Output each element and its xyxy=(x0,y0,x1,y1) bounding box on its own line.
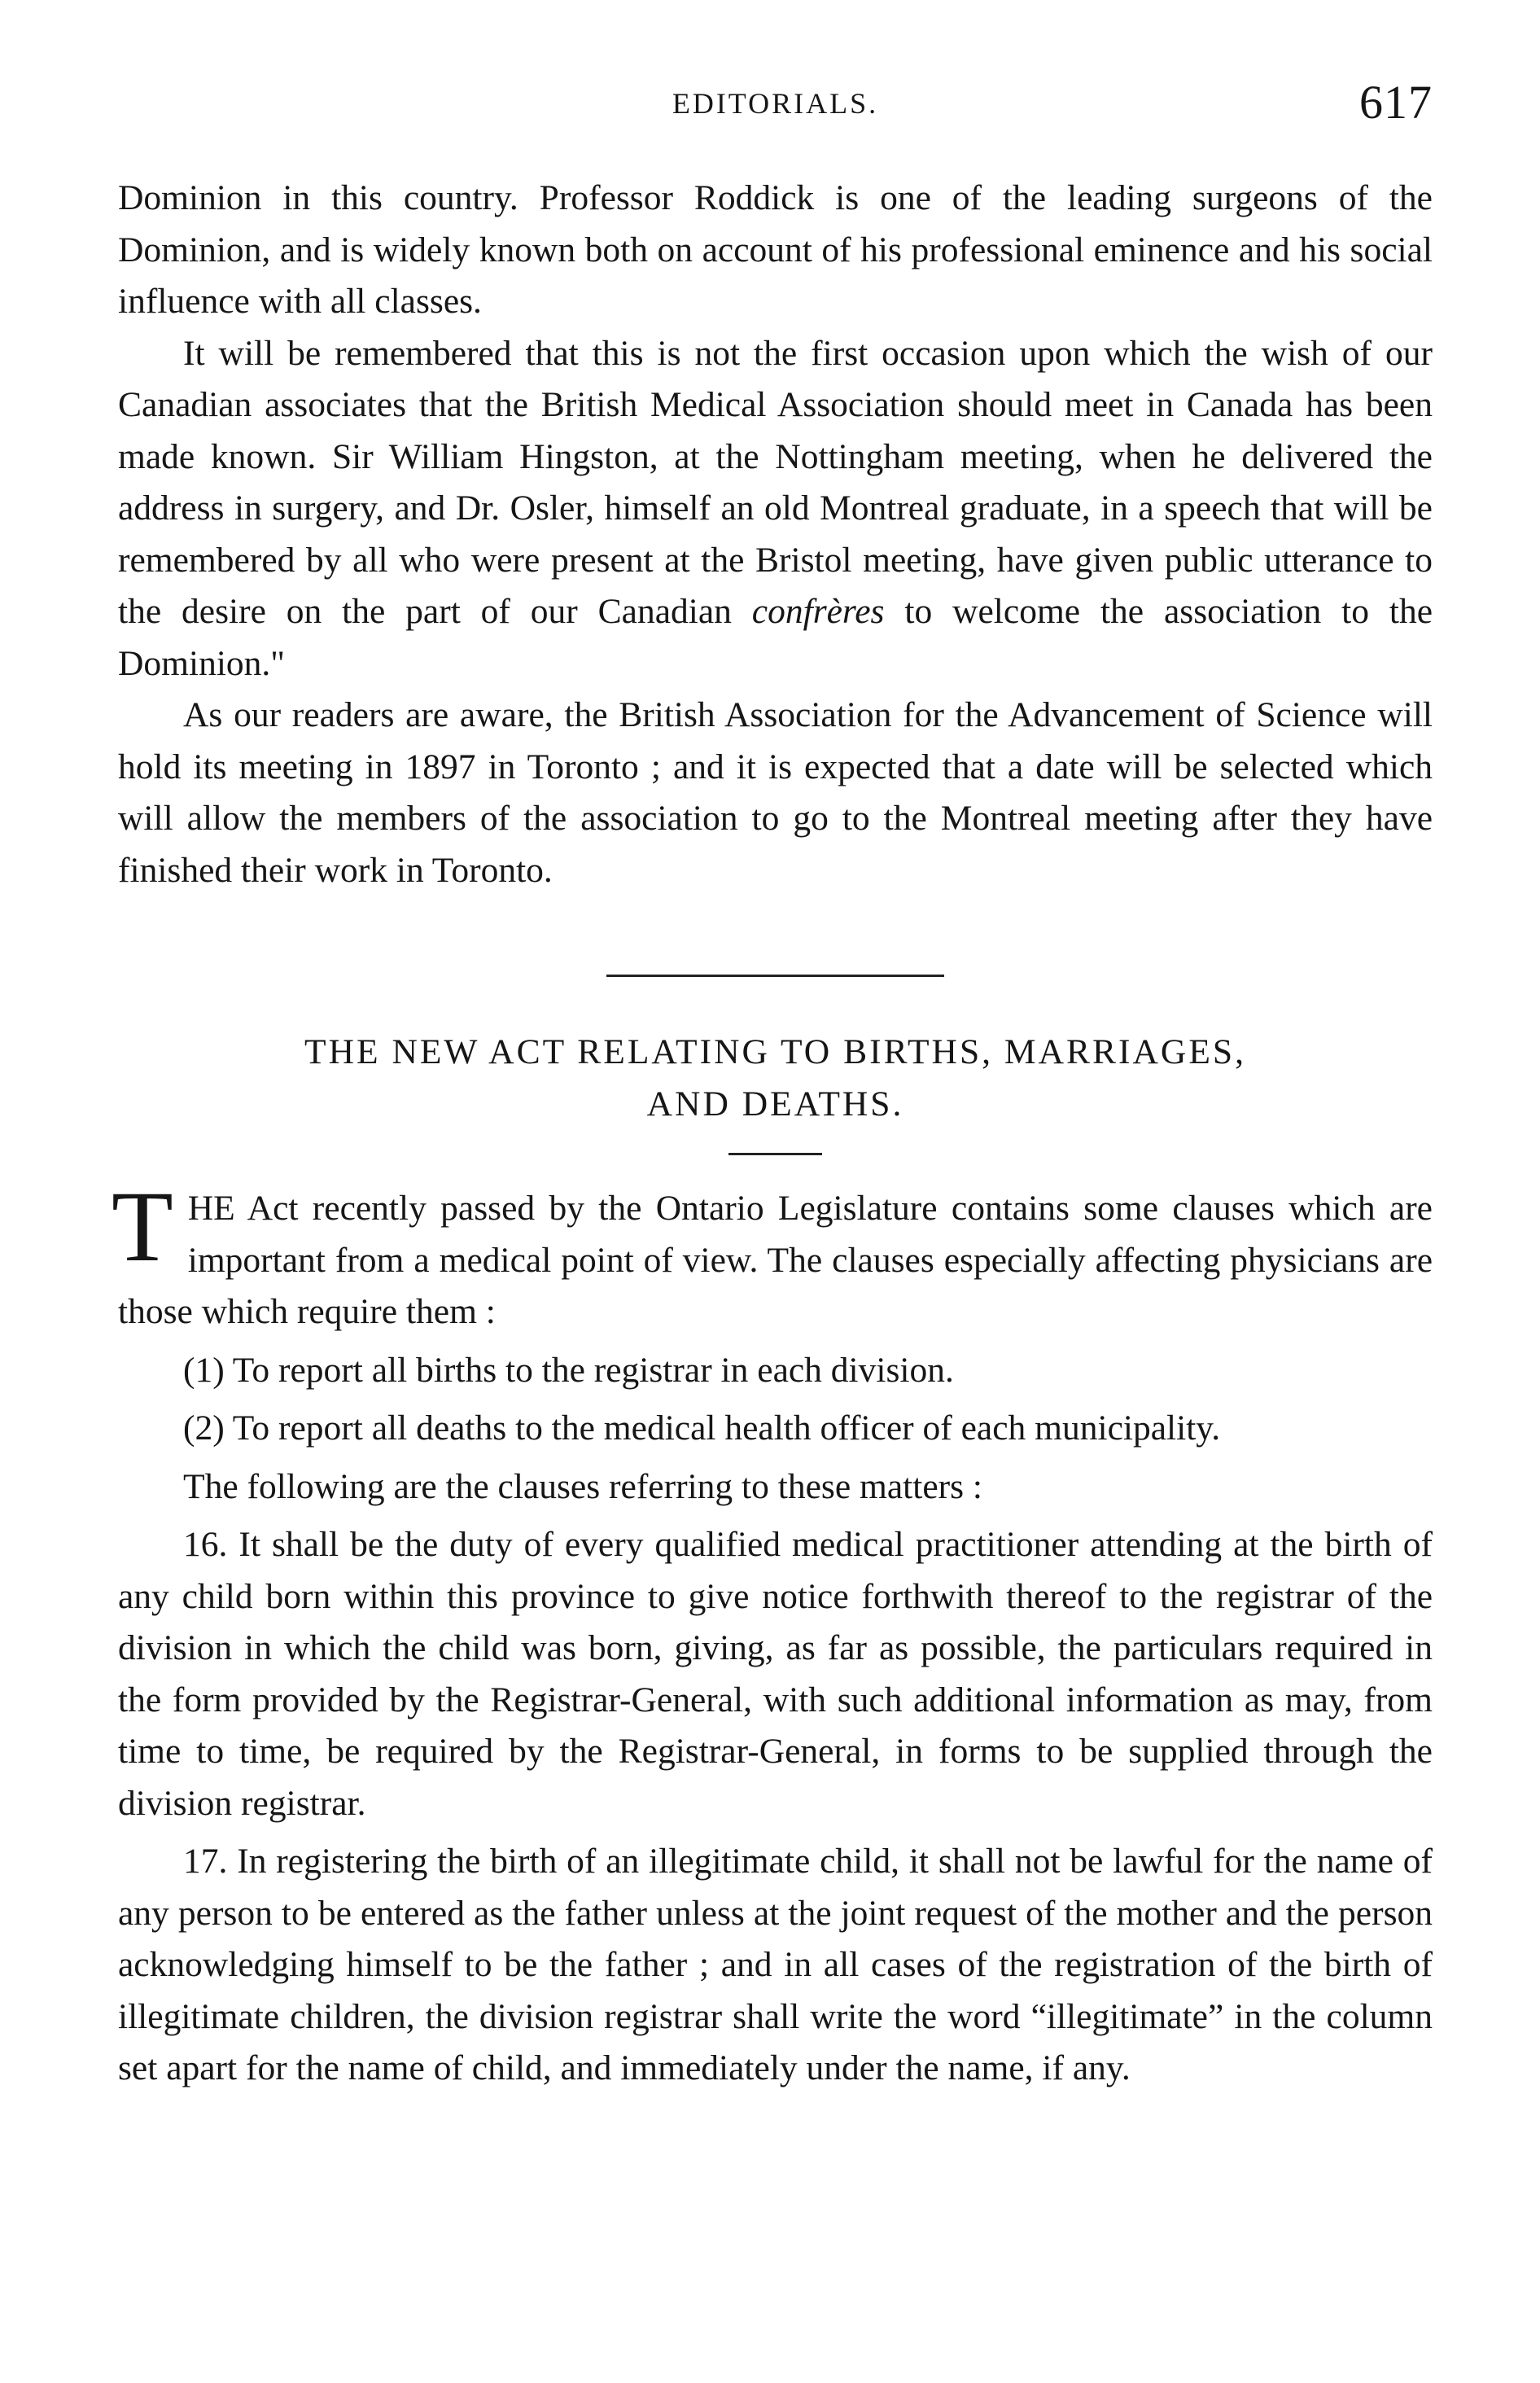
drop-cap: T xyxy=(112,1171,173,1282)
clause-16: 16. It shall be the duty of every qualified medical practitioner attending at the birth of any child born within this province to give notice forthwith thereof to the registrar of the division in which the child was born, giving, as far as possible, the particulars required in the form provided by the Registrar-General, with such additional information as may, from time to time, be required by the Registrar-General, in forms to be supplied through the division registrar. xyxy=(118,1525,1433,1823)
running-head xyxy=(118,75,1433,148)
paragraph-text: It will be remembered that this is not the first occasion upon which the wish of our Canadian associates that the British Medical Association should meet in Canada has been made known. Sir William Hingston, at the Nottingham meeting, when he delivered the address in surgery, and Dr. Osler, himself an old Montreal graduate, in a speech that will be remembered by all who were present at the Bristol meeting, have given public utterance to the desire on the part of our Canadian xyxy=(118,333,1433,631)
clause-17: 17. In registering the birth of an illegitimate child, it shall not be lawful for the name of any person to be entered as the father unless at the joint request of the mother and the person acknowledging himself to be the father ; and in all cases of the registration of the birth of illegitimate children, the division registrar shall write the word “illegitimate” in the column set apart for the name of child, and immediately under the name, if any. xyxy=(118,1842,1433,2087)
list-item-births: (1) To report all births to the registrar in each division. xyxy=(183,1350,954,1390)
paragraph-british-association-science: As our readers are aware, the British Association for the Advancement of Science will hold its meeting in 1897 in Toronto ; and it is expected that a date will be selected which will allow the members of the association to go to the Montreal meeting after they have finished their work in Toronto. xyxy=(118,695,1433,890)
page-body xyxy=(112,173,1433,2095)
clauses-lead-in: The following are the clauses referring to these matters : xyxy=(183,1466,982,1506)
paragraph-continuation: Dominion in this country. Professor Roddick is one of the leading surgeons of the Dominion, and is widely known both on account of his professional eminence and his social influence with all classes. xyxy=(118,178,1433,321)
section-intro-text: HE Act recently passed by the Ontario Legislature contains some clauses which are important from a medical point of view. The clauses especially affecting physicians are those which require them : xyxy=(118,1189,1433,1331)
section-divider xyxy=(606,975,944,977)
paragraph-text-end: to welcome the association to the Dominion." xyxy=(118,592,1433,683)
italic-term: confrères xyxy=(751,592,885,631)
section-title-line-2: AND DEATHS. xyxy=(646,1084,904,1124)
section-title-line-1: THE NEW ACT RELATING TO BIRTHS, MARRIAGES, xyxy=(304,1032,1246,1071)
section-title xyxy=(118,1026,1433,1130)
page-number: 617 xyxy=(1359,76,1433,129)
running-title: EDITORIALS. xyxy=(672,87,879,120)
list-item-deaths: (2) To report all deaths to the medical health officer of each municipality. xyxy=(183,1408,1221,1448)
title-rule xyxy=(728,1153,822,1155)
paragraph-british-medical-association xyxy=(118,328,1433,690)
section-intro xyxy=(112,1171,1433,1338)
